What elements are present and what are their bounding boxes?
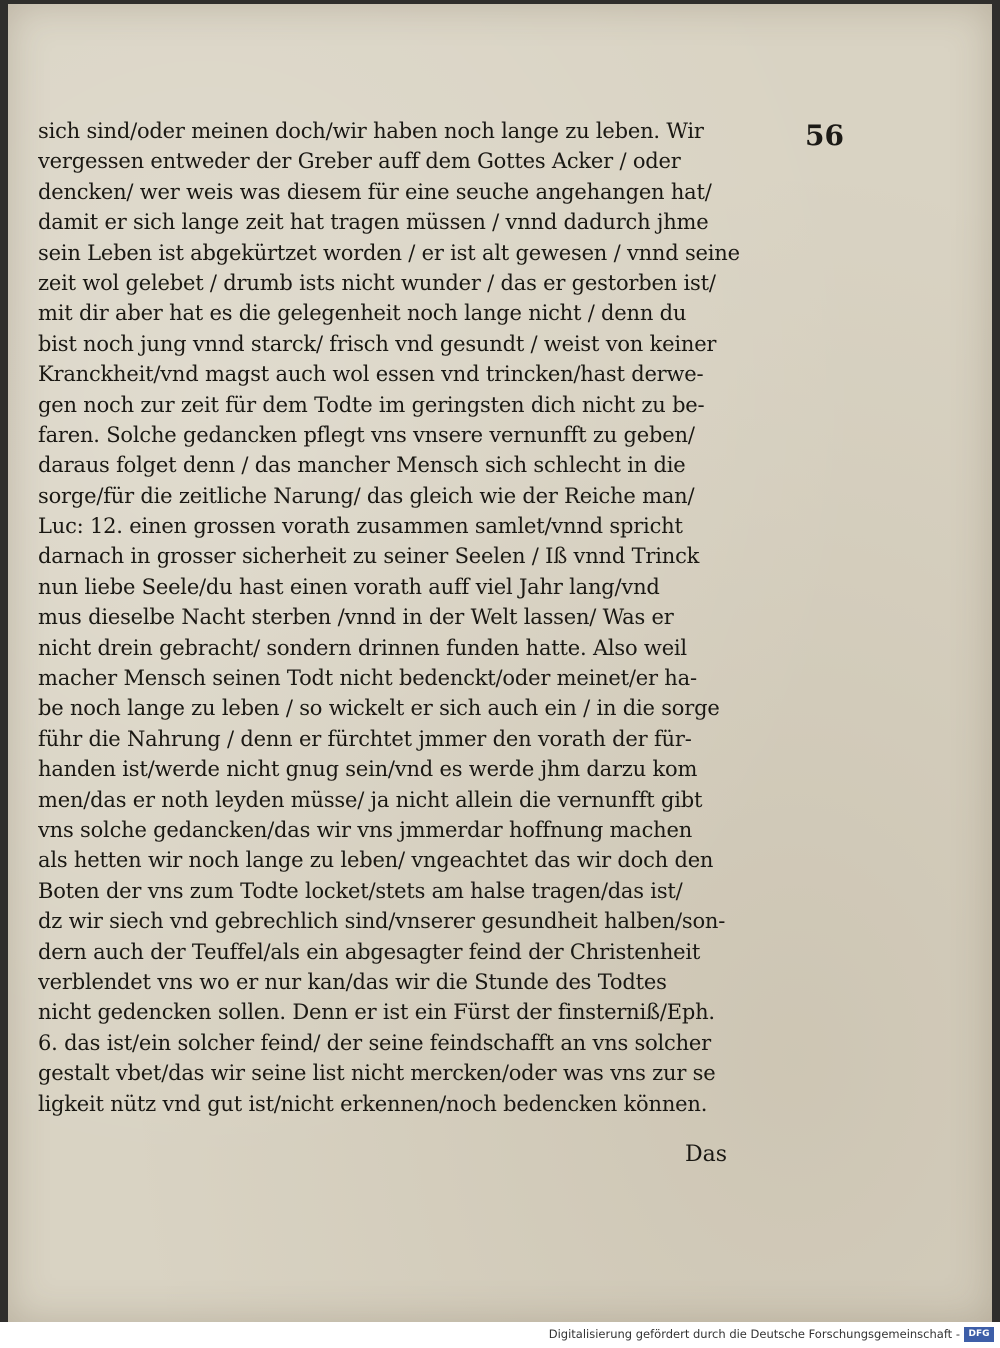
text-line: dencken/ wer weis was diesem für eine seuche angehangen hat/: [38, 179, 712, 204]
text-line: sein Leben ist abgekürtzet worden / er ist alt gewesen / vnnd seine: [38, 240, 740, 265]
text-line: damit er sich lange zeit hat tragen müssen / vnnd dadurch jhme: [38, 210, 709, 235]
text-line: be noch lange zu leben / so wickelt er sich auch ein / in die sorge: [38, 696, 720, 721]
text-line: nun liebe Seele/du hast einen vorath auff viel Jahr lang/vnd: [38, 574, 660, 599]
text-line: mit dir aber hat es die gelegenheit noch lange nicht / denn du: [38, 301, 687, 326]
text-line: vns solche gedancken/das wir vns jmmerdar hoffnung machen: [38, 817, 693, 842]
body-text: [38, 116, 743, 1119]
text-line: verblendet vns wo er nur kan/das wir die Stunde des Todtes: [38, 969, 667, 994]
text-line: 6. das ist/ein solcher feind/ der seine feindschafft an vns solcher: [38, 1030, 711, 1055]
text-line: gen noch zur zeit für dem Todte im geringsten dich nicht zu be-: [38, 392, 705, 417]
text-line: gestalt vbet/das wir seine list nicht mercken/oder was vns zur se: [38, 1061, 716, 1086]
text-line: mus dieselbe Nacht sterben /vnnd in der Welt lassen/ Was er: [38, 605, 674, 630]
text-line: darnach in grosser sicherheit zu seiner Seelen / Iß vnnd Trinck: [38, 544, 700, 569]
book-page: [8, 4, 992, 1322]
text-line: Kranckheit/vnd magst auch wol essen vnd trincken/hast derwe-: [38, 362, 704, 387]
footer-bar: [0, 1322, 1000, 1348]
funding-credit: Digitalisierung gefördert durch die Deutsche Forschungsgemeinschaft -: [548, 1327, 960, 1341]
text-line: Boten der vns zum Todte locket/stets am halse tragen/das ist/: [38, 878, 683, 903]
page-number: 56: [805, 119, 844, 152]
text-line: Luc: 12. einen grossen vorath zusammen samlet/vnnd spricht: [38, 514, 683, 539]
text-line: als hetten wir noch lange zu leben/ vngeachtet das wir doch den: [38, 848, 714, 873]
text-line: sorge/für die zeitliche Narung/ das gleich wie der Reiche man/: [38, 483, 695, 508]
text-line: macher Mensch seinen Todt nicht bedenckt/oder meinet/er ha-: [38, 666, 697, 691]
text-line: dz wir siech vnd gebrechlich sind/vnserer gesundheit halben/son-: [38, 909, 726, 934]
text-line: nicht drein gebracht/ sondern drinnen funden hatte. Also weil: [38, 635, 687, 660]
text-line: zeit wol gelebet / drumb ists nicht wunder / das er gestorben ist/: [38, 270, 716, 295]
dfg-logo-icon: DFG: [964, 1327, 994, 1342]
text-line: handen ist/werde nicht gnug sein/vnd es werde jhm darzu kom: [38, 757, 698, 782]
catchword: Das: [685, 1142, 728, 1167]
text-line: faren. Solche gedancken pflegt vns vnsere vernunfft zu geben/: [38, 422, 695, 447]
text-line: nicht gedencken sollen. Denn er ist ein Fürst der finsterniß/Eph.: [38, 1000, 715, 1025]
text-line: daraus folget denn / das mancher Mensch sich schlecht in die: [38, 453, 686, 478]
text-line: ligkeit nütz vnd gut ist/nicht erkennen/noch bedencken können.: [38, 1091, 708, 1116]
text-line: bist noch jung vnnd starck/ frisch vnd gesundt / weist von keiner: [38, 331, 717, 356]
text-line: führ die Nahrung / denn er fürchtet jmmer den vorath der für-: [38, 726, 692, 751]
text-line: men/das er noth leyden müsse/ ja nicht allein die vernunfft gibt: [38, 787, 703, 812]
text-line: sich sind/oder meinen doch/wir haben noch lange zu leben. Wir: [38, 119, 704, 143]
text-line: dern auch der Teuffel/als ein abgesagter feind der Christenheit: [38, 939, 701, 964]
text-line: vergessen entweder der Greber auff dem Gottes Acker / oder: [38, 149, 681, 174]
